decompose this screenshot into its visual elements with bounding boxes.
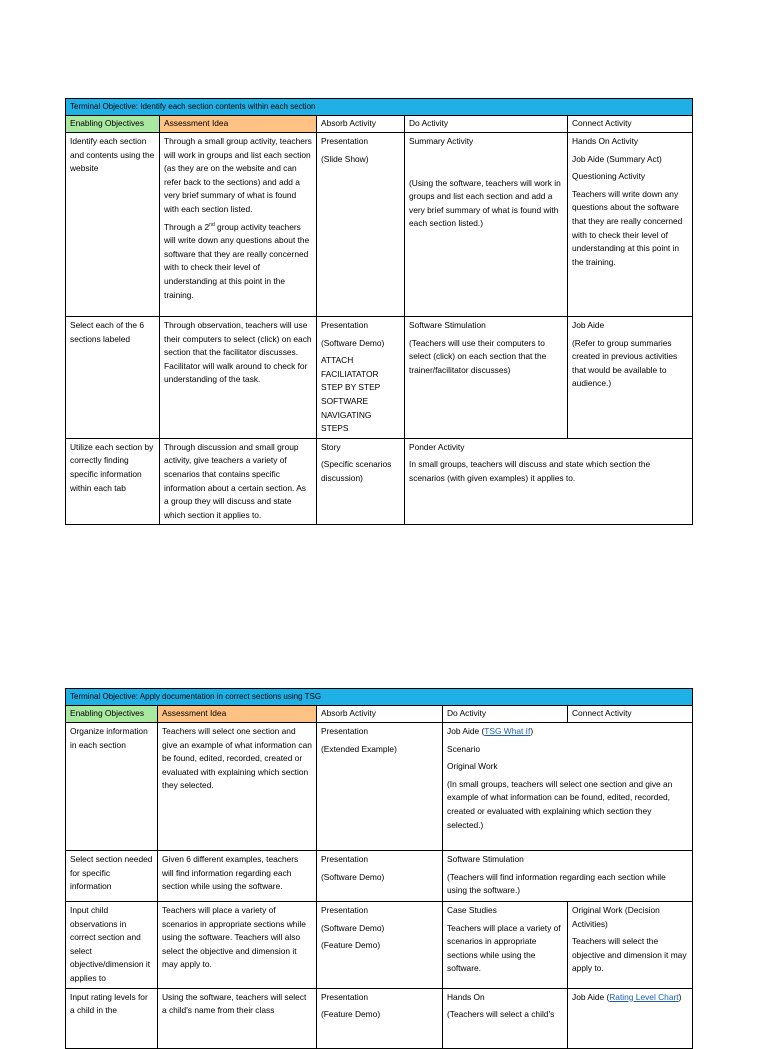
enabling-objective-cell: Select each of the 6 sections labeled [66, 317, 160, 439]
header-connect-activity: Connect Activity [568, 706, 693, 723]
absorb-activity-cell: Story (Specific scenarios discussion) [317, 438, 405, 525]
enabling-objective-cell: Input rating levels for a child in the [66, 988, 158, 1048]
absorb-activity-cell: Presentation (Feature Demo) [317, 988, 443, 1048]
do-activity-cell: Software Stimulation (Teachers will find information regarding each section while using the software.) [443, 851, 693, 902]
table-row [66, 317, 693, 439]
terminal-objective-title: Terminal Objective: Apply documentation in correct sections using TSG [66, 689, 693, 706]
header-do-activity: Do Activity [405, 116, 568, 133]
assessment-idea-cell: Teachers will place a variety of scenarios in appropriate sections while using the software. Teachers will also select the objective and dimension it may apply to. [158, 902, 317, 989]
absorb-activity-cell: Presentation (Slide Show) [317, 133, 405, 317]
enabling-objective-cell: Organize information in each section [66, 723, 158, 851]
do-activity-cell: Hands On (Teachers will select a child's [443, 988, 568, 1048]
table-row [66, 902, 693, 989]
ponder-activity-cell: Ponder Activity In small groups, teachers will discuss and state which section the scenarios (with given examples) it applies to. [405, 438, 693, 525]
table-row [66, 723, 693, 851]
table-header-row [66, 706, 693, 723]
assessment-idea-cell: Using the software, teachers will select a child's name from their class [158, 988, 317, 1048]
enabling-objective-cell: Utilize each section by correctly finding specific information within each tab [66, 438, 160, 525]
absorb-activity-cell: Presentation (Software Demo) (Feature Demo) [317, 902, 443, 989]
header-assessment-idea: Assessment Idea [158, 706, 317, 723]
enabling-objective-cell: Select section needed for specific information [66, 851, 158, 902]
header-absorb-activity: Absorb Activity [317, 116, 405, 133]
tsg-what-if-link[interactable]: TSG What If [484, 726, 531, 736]
assessment-idea-cell: Through observation, teachers will use their computers to select (click) on each section that the facilitator discusses. Facilitator will walk around to check for understanding of the task. [160, 317, 317, 439]
table-row [66, 133, 693, 317]
assessment-idea-cell: Teachers will select one section and give an example of what information can be found, edited, recorded, created or evaluated with explaining which section they selected. [158, 723, 317, 851]
connect-activity-cell: Job Aide (Rating Level Chart) [568, 988, 693, 1048]
connect-activity-cell: Hands On Activity Job Aide (Summary Act) Questioning Activity Teachers will write down any questions about the software that they are really concerned with to check their level of understanding at this point in the training. [568, 133, 693, 317]
terminal-objective-title: Terminal Objective: Identify each section contents within each section [66, 99, 693, 116]
assessment-idea-cell: Through a small group activity, teachers will work in groups and list each section (as they are on the website and can refer back to the sections) and add a very brief summary of what is found with each section listed. Through a 2nd group activity teachers will write down any questions about the software that they are really concerned with to check their level of understanding at this point in the training. [160, 133, 317, 317]
assessment-idea-cell: Through discussion and small group activity, give teachers a variety of scenarios that contains specific information about a certain section. As a group they will discuss and state which section it applies to. [160, 438, 317, 525]
rating-level-chart-link[interactable]: Rating Level Chart [609, 991, 679, 1002]
enabling-objective-cell: Input child observations in correct section and select objective/dimension it applies to [66, 902, 158, 989]
absorb-activity-cell: Presentation (Software Demo) ATTACH FACILIATATOR STEP BY STEP SOFTWARE NAVIGATING STEPS [317, 317, 405, 439]
table-title-row [66, 99, 693, 116]
connect-activity-cell: Job Aide (Refer to group summaries created in previous activities that would be available to audience.) [568, 317, 693, 439]
assessment-idea-cell: Given 6 different examples, teachers will find information regarding each section while using the software. [158, 851, 317, 902]
absorb-activity-cell: Presentation (Software Demo) [317, 851, 443, 902]
table-row [66, 438, 693, 525]
header-absorb-activity: Absorb Activity [317, 706, 443, 723]
header-enabling-objectives: Enabling Objectives [66, 706, 158, 723]
do-activity-cell: Software Stimulation (Teachers will use their computers to select (click) on each section that the trainer/facilitator discusses) [405, 317, 568, 439]
lesson-table-1 [65, 98, 693, 525]
table-row [66, 851, 693, 902]
do-activity-cell: Case Studies Teachers will place a variety of scenarios in appropriate sections while using the software. [443, 902, 568, 989]
enabling-objective-cell: Identify each section and contents using the website [66, 133, 160, 317]
table-title-row [66, 689, 693, 706]
header-enabling-objectives: Enabling Objectives [66, 116, 160, 133]
header-assessment-idea: Assessment Idea [160, 116, 317, 133]
lesson-table-2 [65, 688, 693, 1049]
connect-activity-cell: Original Work (Decision Activities) Teachers will select the objective and dimension it may apply to. [568, 902, 693, 989]
do-activity-cell: Job Aide (TSG What If) Scenario Original Work (In small groups, teachers will select one section and give an example of what information can be found, edited, recorded, created or evaluated with explaining which section they selected.) [443, 723, 693, 851]
do-activity-cell: Summary Activity (Using the software, teachers will work in groups and list each section and add a very brief summary of what is found with each section listed.) [405, 133, 568, 317]
absorb-activity-cell: Presentation (Extended Example) [317, 723, 443, 851]
header-do-activity: Do Activity [443, 706, 568, 723]
header-connect-activity: Connect Activity [568, 116, 693, 133]
table-row [66, 988, 693, 1048]
table-header-row [66, 116, 693, 133]
